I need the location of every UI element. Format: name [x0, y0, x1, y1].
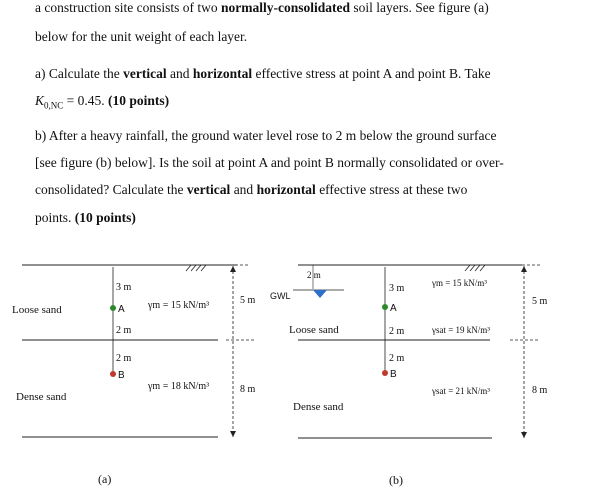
text-bold: horizontal	[256, 182, 316, 197]
k-symbol: K	[35, 93, 45, 108]
figure-a-caption: (a)	[98, 472, 112, 486]
arrow-up-icon	[230, 266, 236, 272]
thickness-loose-b: 5 m	[532, 296, 548, 307]
point-b-marker-icon	[382, 370, 388, 376]
text-span: b) After a heavy rainfall, the ground water level rose to 2 m below the ground surface	[35, 128, 497, 143]
text-span: a construction site consists of two	[35, 0, 221, 15]
points-label: (10 points)	[108, 93, 170, 108]
depth-label-a-3: 2 m	[116, 353, 132, 364]
figure-b-caption: (b)	[389, 473, 403, 487]
arrow-up-icon	[521, 266, 527, 272]
figure-b	[270, 265, 548, 487]
layer-name-dense-a: Dense sand	[16, 391, 67, 403]
thickness-dense-a: 8 m	[240, 384, 256, 395]
text-span: and	[166, 66, 193, 81]
text-span: consolidated? Calculate the	[35, 182, 187, 197]
text-span: = 0.45.	[63, 93, 109, 108]
text-span: below for the unit weight of each layer.	[35, 29, 248, 44]
k-subscript: 0,NC	[44, 100, 64, 111]
point-b-label: B	[390, 369, 397, 380]
text-bold: vertical	[123, 66, 167, 81]
unit-weight-sat-dense-b: γsat = 21 kN/m³	[432, 386, 490, 396]
arrow-down-icon	[521, 432, 527, 438]
water-table-icon	[313, 290, 327, 298]
text-span: a) Calculate the	[35, 66, 124, 81]
text-bold: normally-consolidated	[220, 0, 350, 15]
text-span: and	[230, 182, 257, 197]
depth-label-b-3: 2 m	[389, 353, 405, 364]
text-span: effective stress at point A and point B. Take	[252, 66, 491, 81]
figure-a	[12, 265, 256, 486]
point-a-marker-icon	[110, 305, 116, 311]
point-b-marker-icon	[110, 371, 116, 377]
point-b-label: B	[118, 370, 125, 381]
gwl-label: GWL	[270, 291, 291, 301]
gwl-depth-label: 2 m	[307, 270, 321, 280]
text-bold: horizontal	[192, 66, 253, 81]
text-span: soil layers. See figure (a)	[350, 0, 489, 15]
depth-label-b-1: 3 m	[389, 283, 405, 294]
depth-label-b-2: 2 m	[389, 326, 405, 337]
text-span: effective stress at these two	[315, 182, 468, 197]
layer-name-loose-b: Loose sand	[289, 324, 339, 336]
thickness-loose-a: 5 m	[240, 295, 256, 306]
point-a-label: A	[390, 303, 397, 314]
text-span: points.	[35, 210, 75, 225]
point-a-label: A	[118, 304, 125, 315]
unit-weight-moist-b: γm = 15 kN/m³	[432, 278, 488, 288]
layer-name-loose-a: Loose sand	[12, 304, 62, 316]
unit-weight-sat-loose-b: γsat = 19 kN/m³	[432, 325, 490, 335]
depth-label-a-2: 2 m	[116, 325, 132, 336]
text-span: [see figure (b) below]. Is the soil at point A and point B normally consolidated or over-	[35, 155, 504, 170]
unit-weight-loose-a: γm = 15 kN/m³	[148, 300, 210, 311]
arrow-down-icon	[230, 431, 236, 437]
depth-label-a-1: 3 m	[116, 282, 132, 293]
text-bold: vertical	[186, 182, 231, 197]
points-label: (10 points)	[74, 210, 136, 225]
ground-hatch-icon	[464, 265, 488, 271]
thickness-dense-b: 8 m	[532, 385, 548, 396]
ground-hatch-icon	[185, 265, 210, 271]
layer-name-dense-b: Dense sand	[293, 401, 344, 413]
point-a-marker-icon	[382, 304, 388, 310]
unit-weight-dense-a: γm = 18 kN/m³	[148, 381, 210, 392]
